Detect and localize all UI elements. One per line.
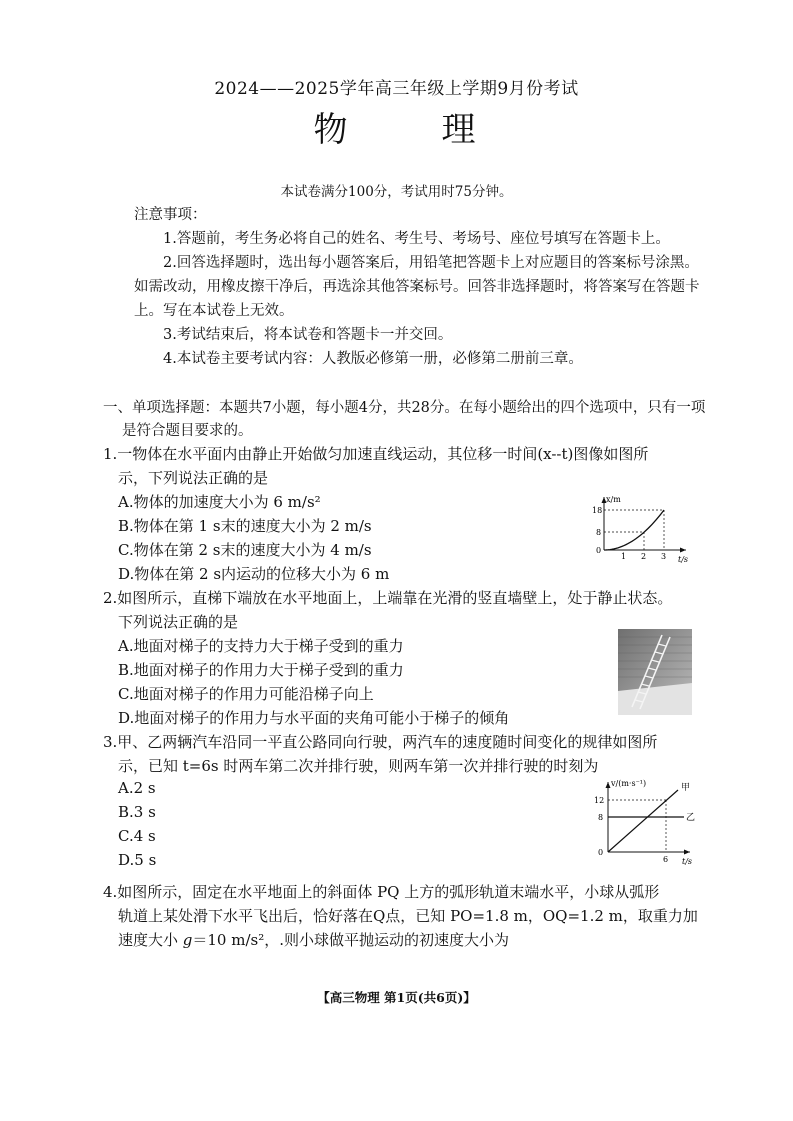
q2-stem-line1: 2.如图所示，直梯下端放在水平地面上，上端靠在光滑的竖直墙壁上，处于静止状态。	[103, 589, 673, 607]
q2-option-b: B.地面对梯子的作用力大于梯子受到的重力	[118, 661, 404, 679]
note-1: 1.答题前，考生务必将自己的姓名、考生号、考场号、座位号填写在答题卡上。	[163, 231, 670, 247]
q3-option-b: B.3 s	[118, 803, 156, 821]
q3-line-jia	[608, 790, 678, 852]
q1-tick-2: 2	[641, 552, 647, 561]
q1-option-a: A.物体的加速度大小为 6 m/s²	[118, 493, 321, 511]
q3-label-yi: 乙	[686, 813, 696, 823]
q1-option-c: C.物体在第 2 s末的速度大小为 4 m/s	[118, 541, 372, 559]
q3-option-c: C.4 s	[118, 827, 156, 845]
section-heading-line2: 是符合题目要求的。	[122, 423, 253, 439]
q4-gravity-symbol: g	[182, 931, 193, 949]
section-heading-line1: 一、单项选择题：本题共7小题，每小题4分，共28分。在每小题给出的四个选项中，只有一项	[103, 400, 706, 416]
q3-option-d: D.5 s	[118, 851, 157, 869]
notes-title: 注意事项：	[134, 207, 207, 223]
q3-tick-8: 8	[598, 813, 604, 822]
q3-ylabel: v/(m·s⁻¹)	[611, 779, 647, 788]
note-2a: 2.回答选择题时，选出每小题答案后，用铅笔把答题卡上对应题目的答案标号涂黑。	[163, 255, 699, 271]
q1-option-d: D.物体在第 2 s内运动的位移大小为 6 m	[118, 565, 390, 583]
q3-tick-12: 12	[594, 796, 605, 805]
ladder-photo-drawing	[618, 629, 692, 715]
q4-stem-line3	[118, 929, 509, 950]
q1-tick-3: 3	[661, 552, 667, 561]
q2-option-a: A.地面对梯子的支持力大于梯子受到的重力	[118, 637, 404, 655]
q3-stem-line1: 3.甲、乙两辆汽车沿同一平直公路同向行驶，两汽车的速度随时间变化的规律如图所	[103, 733, 658, 751]
q3-y-axis-arrow	[606, 782, 611, 788]
note-3: 3.考试结束后，将本试卷和答题卡一并交回。	[163, 327, 453, 343]
q1-tick-18: 18	[592, 506, 603, 515]
q3-option-a: A.2 s	[118, 779, 156, 797]
q1-xt-graph	[590, 492, 700, 567]
q4-line3-prefix: 速度大小	[118, 931, 183, 949]
q1-origin: 0	[596, 546, 602, 555]
q2-option-d: D.地面对梯子的作用力与水平面的夹角可能小于梯子的倾角	[118, 709, 510, 727]
q3-tick-6: 6	[663, 855, 669, 864]
q3-stem-line2: 示，已知 t=6s 时两车第二次并排行驶，则两车第一次并排行驶的时刻为	[118, 757, 599, 775]
subject-title	[0, 102, 793, 151]
exam-meta: 本试卷满分100分，考试用时75分钟。	[280, 184, 513, 200]
q1-tick-8: 8	[596, 528, 602, 537]
q3-label-jia: 甲	[681, 783, 691, 793]
note-2c: 上。写在本试卷上无效。	[134, 303, 294, 319]
q1-x-axis-arrow	[680, 548, 686, 553]
note-4: 4.本试卷主要考试内容：人教版必修第一册，必修第二册前三章。	[163, 351, 583, 367]
subject-char-2: 理	[441, 110, 480, 150]
q2-option-c: C.地面对梯子的作用力可能沿梯子向上	[118, 685, 374, 703]
q3-xlabel: t/s	[682, 857, 693, 866]
q1-option-b: B.物体在第 1 s末的速度大小为 2 m/s	[118, 517, 372, 535]
q3-origin: 0	[598, 848, 604, 857]
q1-parabola-curve	[604, 510, 664, 550]
q4-stem-line1: 4.如图所示，固定在水平地面上的斜面体 PQ 上方的弧形轨道末端水平，小球从弧形	[103, 883, 660, 901]
q3-vt-graph	[592, 778, 702, 866]
q1-stem-line2: 示，下列说法正确的是	[118, 469, 269, 487]
q4-stem-line2: 轨道上某处滑下水平飞出后，恰好落在Q点，已知 PO=1.8 m，OQ=1.2 m，取重力加	[118, 907, 698, 925]
q1-ylabel: x/m	[606, 495, 621, 504]
page-footer: 【高三物理 第1页(共6页)】	[317, 990, 476, 1005]
q1-stem-line1: 1.一物体在水平面内由静止开始做匀加速直线运动，其位移一时间(x--t)图像如图所	[103, 445, 649, 463]
q4-line3-suffix: ＝10 m/s²，.则小球做平抛运动的初速度大小为	[192, 931, 510, 949]
subject-char-1: 物	[313, 110, 352, 150]
exam-title: 2024——2025学年高三年级上学期9月份考试	[214, 79, 579, 99]
note-2b: 如需改动，用橡皮擦干净后，再选涂其他答案标号。回答非选择题时，将答案写在答题卡	[134, 279, 700, 295]
ladder-photo	[618, 629, 692, 715]
q1-xlabel: t/s	[678, 555, 689, 564]
q2-stem-line2: 下列说法正确的是	[118, 613, 239, 631]
q3-x-axis-arrow	[684, 850, 690, 855]
q1-tick-1: 1	[621, 552, 627, 561]
